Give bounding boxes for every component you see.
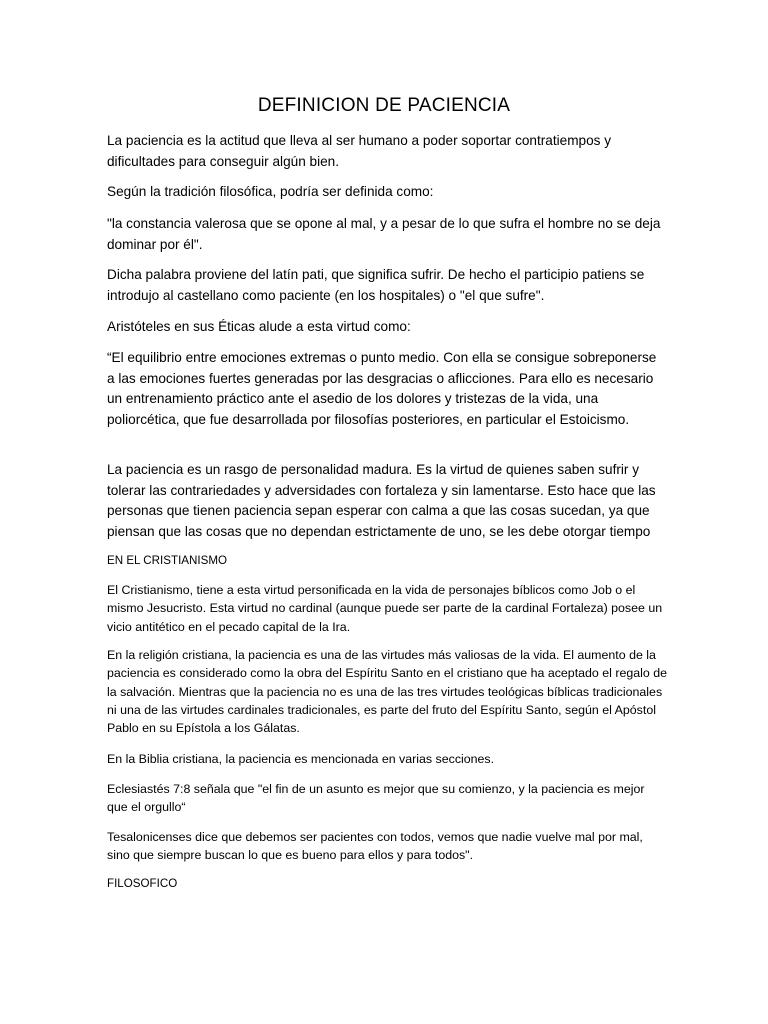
paragraph-religion-cristiana: En la religión cristiana, la paciencia es una de las virtudes más valiosas de la vida. El aumento de la paciencia es considerado como la obra del Espíritu Santo en el cristiano que ha aceptado el regalo de la salvación. Mientras que la paciencia no es una de las tres virtudes teológicas bíblicas tradicionales ni una de las virtudes cardinales tradicionales, es parte del fruto del Espíritu Santo, según el Apóstol Pablo en su Epístola a los Gálatas. xyxy=(107,648,668,736)
paragraph-cristianismo-virtud: El Cristianismo, tiene a esta virtud personificada en la vida de personajes bíblicos como Job o el mismo Jesucristo. Esta virtud no cardinal (aunque puede ser parte de la cardinal Fortaleza) posee un vicio antitético en el pecado capital de la Ira. xyxy=(107,583,663,634)
paragraph-quote-constancia: "la constancia valerosa que se opone al mal, y a pesar de lo que sufra el hombre no se deja dominar por él". xyxy=(107,216,661,252)
section-heading-filosofico: FILOSOFICO xyxy=(107,877,178,890)
section-heading-cristianismo: EN EL CRISTIANISMO xyxy=(107,554,228,567)
paragraph-eclesiastes: Eclesiastés 7:8 señala que "el fin de un asunto es mejor que su comienzo, y la paciencia es mejor que el orgullo“ xyxy=(107,782,645,815)
paragraph-tradicion: Según la tradición filosófica, podría ser definida como: xyxy=(107,184,434,199)
paragraph-rasgo-personalidad: La paciencia es un rasgo de personalidad madura. Es la virtud de quienes saben sufrir y tolerar las contrariedades y adversidades con fortaleza y sin lamentarse. Esto hace que las personas que tienen paciencia sepan esperar con calma a que las cosas sucedan, ya que piensan que las cosas que no dependan estrictamente de uno, se les debe otorgar tiempo xyxy=(107,462,656,539)
paragraph-tesalonicenses: Tesalonicenses dice que debemos ser pacientes con todos, vemos que nadie vuelve mal por mal, sino que siempre buscan lo que es bueno para ellos y para todos". xyxy=(107,830,643,863)
paragraph-etimologia: Dicha palabra proviene del latín pati, que significa sufrir. De hecho el participio patiens se introdujo al castellano como paciente (en los hospitales) o "el que sufre". xyxy=(107,267,645,303)
paragraph-aristoteles: Aristóteles en sus Éticas alude a esta virtud como: xyxy=(107,319,411,334)
paragraph-definition: La paciencia es la actitud que lleva al ser humano a poder soportar contratiempos y dificultades para conseguir algún bien. xyxy=(107,133,612,169)
paragraph-equilibrio: “El equilibrio entre emociones extremas o punto medio. Con ella se consigue sobreponerse a las emociones fuertes generadas por las desgracias o aflicciones. Para ello es necesario un entrenamiento práctico ante el asedio de los dolores y tristezas de la vida, una poliorcética, que fue desarrollada por filosofías posteriores, en particular el Estoicismo. xyxy=(107,350,657,427)
document-title: DEFINICION DE PACIENCIA xyxy=(257,95,511,116)
paragraph-biblia: En la Biblia cristiana, la paciencia es mencionada en varias secciones. xyxy=(107,752,495,766)
